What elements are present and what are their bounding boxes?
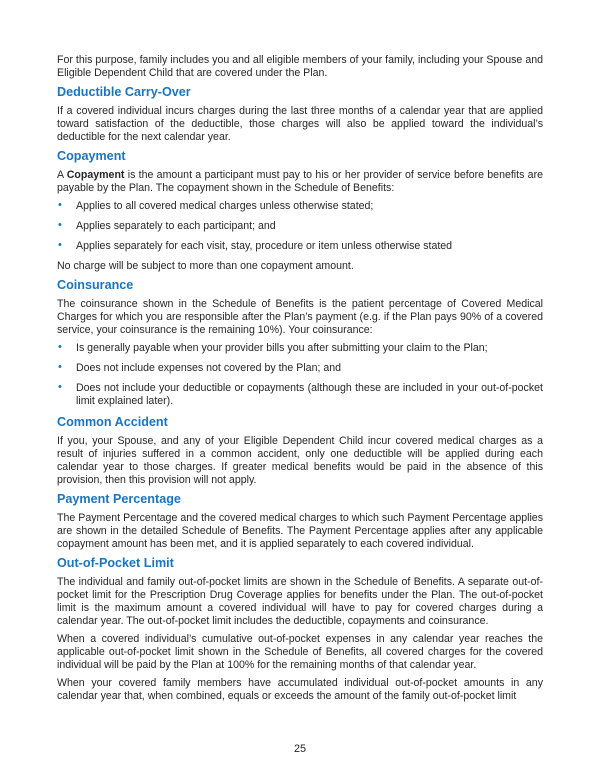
- section-heading-common-accident: Common Accident: [57, 415, 168, 429]
- bullet-text: Does not include expenses not covered by the Plan; and: [76, 362, 342, 374]
- coinsurance-bullet-list: [57, 342, 543, 408]
- payment-percentage-paragraph: The Payment Percentage and the covered medical charges to which such Payment Percentage applies are shown in the detailed Schedule of Benefits. The Payment Percentage applies after any applicable copayment amount has been met, and it is applied separately to each covered individual.: [57, 512, 543, 550]
- common-accident-paragraph: If you, your Spouse, and any of your Eligible Dependent Child incur covered medical charges as a result of injuries suffered in a common accident, only one deductible will be applied during each calendar year to those charges. If greater medical benefits would be paid in the absence of this provision, then this provision will not apply.: [57, 435, 543, 486]
- section-heading-deductible-carry-over: Deductible Carry-Over: [57, 85, 191, 99]
- bullet-icon: •: [58, 381, 62, 393]
- section-heading-copayment: Copayment: [57, 149, 126, 163]
- bullet-icon: •: [58, 239, 62, 251]
- bullet-icon: •: [58, 361, 62, 373]
- copayment-bullet-list: [57, 200, 543, 253]
- bullet-icon: •: [58, 199, 62, 211]
- deductible-carry-over-paragraph: If a covered individual incurs charges during the last three months of a calendar year that are applied toward satisfaction of the deductible, those charges will also be applied toward the individual’s deductible for the next calendar year.: [57, 105, 543, 143]
- bullet-icon: •: [58, 341, 62, 353]
- bullet-text: Applies separately for each visit, stay, procedure or item unless otherwise stated: [76, 240, 453, 252]
- section-heading-coinsurance: Coinsurance: [57, 278, 134, 292]
- bullet-item: [57, 220, 543, 233]
- bullet-item: [57, 362, 543, 375]
- coinsurance-paragraph: The coinsurance shown in the Schedule of Benefits is the patient percentage of Covered Medical Charges for which you are responsible after the Plan’s payment (e.g. if the Plan pays 90% of a covered service, your coinsurance is the remaining 10%). Your coinsurance:: [57, 298, 543, 336]
- copayment-closing-paragraph: No charge will be subject to more than one copayment amount.: [57, 260, 354, 272]
- copayment-lead-paragraph: [57, 169, 543, 195]
- page-number: 25: [293, 743, 306, 755]
- bullet-text: Applies separately to each participant; and: [76, 220, 276, 232]
- bullet-item: [57, 200, 543, 213]
- bullet-item: [57, 382, 543, 408]
- bold-term-copayment: Copayment: [66, 169, 125, 181]
- section-heading-out-of-pocket-limit: Out-of-Pocket Limit: [57, 556, 174, 570]
- out-of-pocket-paragraph-2: When a covered individual’s cumulative out-of-pocket expenses in any calendar year reaches the applicable out-of-pocket limit shown in the Schedule of Benefits, all covered charges for the covered individual will be paid by the Plan at 100% for the remaining months of that calendar year.: [57, 633, 543, 671]
- bullet-item: [57, 342, 543, 355]
- bullet-icon: •: [58, 219, 62, 231]
- text-run: is the amount a participant must pay to his or her provider of service before benefits are payable by the Plan. The copayment shown in the Schedule of Benefits:: [57, 169, 543, 194]
- bullet-text: Does not include your deductible or copayments (although these are included in your out-of-pocket limit explained later).: [76, 382, 543, 407]
- section-heading-payment-percentage: Payment Percentage: [57, 492, 181, 506]
- intro-paragraph: For this purpose, family includes you and all eligible members of your family, including your Spouse and Eligible Dependent Child that are covered under the Plan.: [57, 54, 543, 79]
- bullet-item: [57, 240, 543, 253]
- out-of-pocket-paragraph-1: The individual and family out-of-pocket limits are shown in the Schedule of Benefits. A separate out-of-pocket limit for the Prescription Drug Coverage applies for benefits under the Plan. The out-of-pocket limit is the maximum amount a covered individual will have to pay for covered charges during a calendar year. The out-of-pocket limit includes the deductible, copayments and coinsurance.: [57, 576, 543, 627]
- bullet-text: Is generally payable when your provider bills you after submitting your claim to the Plan;: [76, 342, 488, 354]
- bullet-text: Applies to all covered medical charges unless otherwise stated;: [76, 200, 374, 212]
- out-of-pocket-paragraph-3: When your covered family members have accumulated individual out-of-pocket amounts in any calendar year that, when combined, equals or exceeds the amount of the family out-of-pocket limit: [57, 677, 543, 702]
- text-run: A: [57, 169, 67, 181]
